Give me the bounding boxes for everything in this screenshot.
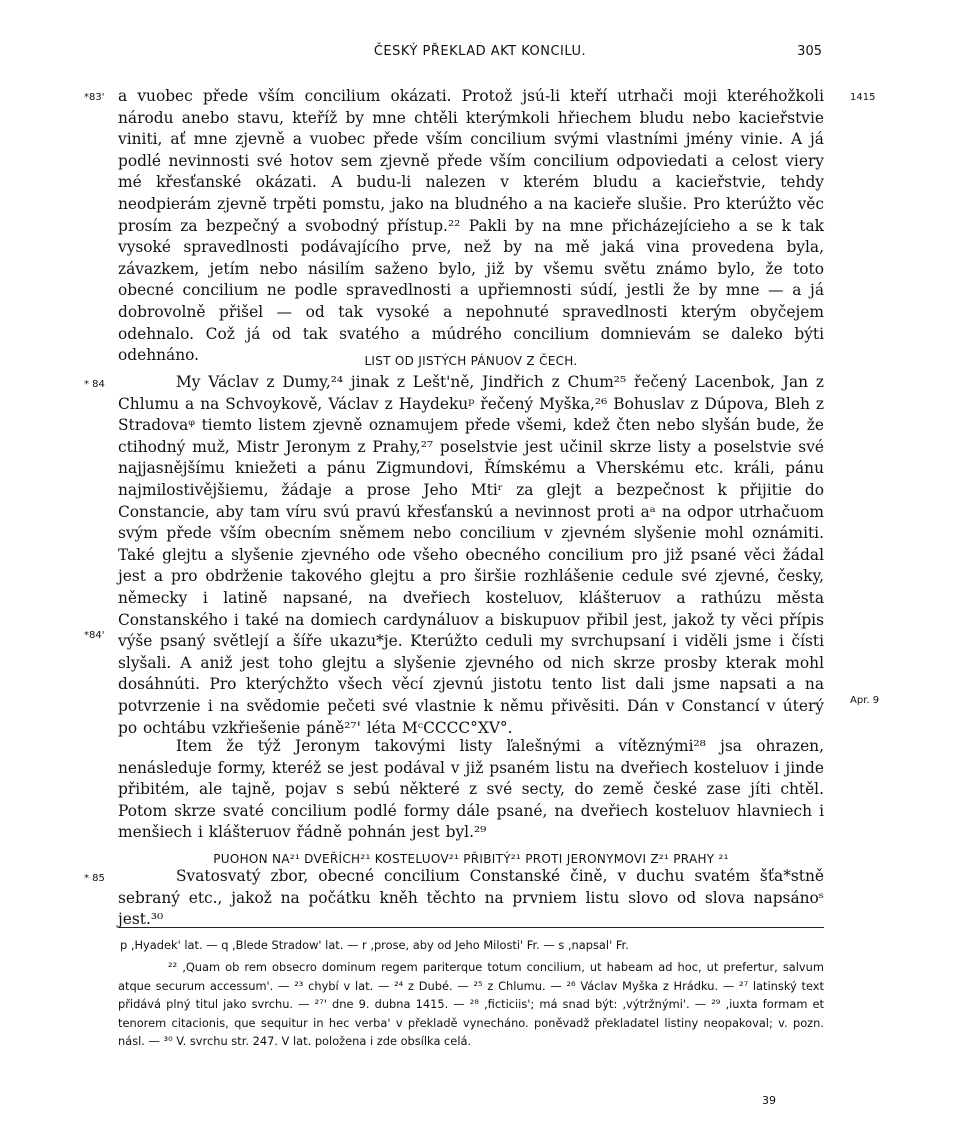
page-number: 305 bbox=[797, 44, 822, 59]
running-head bbox=[0, 44, 960, 64]
folio-marker: *83' bbox=[84, 92, 105, 103]
paragraph-text: a vuobec přede vším concilium okázati. Protož jsú-li kteří utrhači moji kteréhožkoli národu anebo stavu, kteříž by mne chtěli kterýmkoli hřiechem bludu nebo kacieřstvie viniti, ať mne zjevně a vuobec přede vším concilium svými vlastními jmény vinie. A já podlé nevinnosti své hotov sem zjevně přede vším concilium odpoviedati a celost viery mé křesťanské okázati. A budu-li nalezen v kterém bludu a kacieřstvie, tehdy neodpierám zjevně trpěti pomstu, jako na bludného a na kacieře slušie. Pro kterúžto věc prosím za bezpečný a svobodný přístup.²² Pakli by na mne přicházejícieho a se k tak vysoké spravedlnosti podávajícího prve, než by na mě jaká vina provedena byla, závazkem, jetím nebo násilím saženo bylo, již by všemu světu známo bylo, že toto obecné concilium ne podle spravedlnosti a upřiemnosti súdí, jestli že by mne — a já dobrovolně přišel — od tak vysoké a nepohnuté spravedlnosti kterým obyčejem odehnalo. Což já od tak svatého a múdrého concilium domnievám se daleko býti odehnáno. bbox=[118, 87, 824, 365]
paragraph-letter bbox=[118, 372, 824, 739]
footnote-variants: p ‚Hyadek' lat. — q ‚Blede Stradow' lat. — r ‚prose, aby od Jeho Milosti' Fr. — s ‚napsal' Fr. bbox=[120, 938, 629, 952]
paragraph-declaration bbox=[118, 86, 824, 367]
date-marker: Apr. 9 bbox=[850, 695, 880, 706]
paragraph-text: Svatosvatý zbor, obecné concilium Constanské čině, v duchu svatém šťa*stně sebraný etc., jakož na počátku kněh těchto na prvniem listu slovo od slova napsánoˢ jest.³⁰ bbox=[118, 867, 824, 929]
signature-mark: 39 bbox=[762, 1094, 776, 1107]
paragraph-summons bbox=[118, 866, 824, 931]
year-marker: 1415 bbox=[850, 92, 876, 103]
heading-summons: PUOHON NA²¹ DVEŘÍCH²¹ KOSTELUOV²¹ PŘIBITÝ²¹ PROTI JERONYMOVI Z²¹ PRAHY ²¹ bbox=[213, 852, 729, 866]
footnote-divider bbox=[118, 927, 824, 928]
running-title: ČESKÝ PŘEKLAD AKT KONCILU. bbox=[373, 44, 587, 59]
footnotes bbox=[118, 936, 824, 1050]
footnote-notes: ²² ‚Quam ob rem obsecro dominum regem pariterque totum concilium, ut habeam ad hoc, ut prefertur, salvum atque securum accessum'. — ²³ chybí v lat. — ²⁴ z Dubé. — ²⁵ z Chlumu. — ²⁶ Václav Myška z Hrádku. — ²⁷ latinský text přidává plný titul jako svrchu. — ²⁷' dne 9. dubna 1415. — ²⁸ ‚ficticiis'; má snad být: ‚výtržnými'. — ²⁹ ‚iuxta formam et tenorem citacionis, que sequitur in hec verba' v překladě vynecháno. poněvadž překladatel listiny neopakoval; v. pozn. násl. — ³⁰ V. svrchu str. 247. V lat. položena i zde obsílka celá. bbox=[118, 960, 824, 1049]
folio-marker: *84' bbox=[84, 630, 105, 641]
heading-letter: LIST OD JISTÝCH PÁNUOV Z ČECH. bbox=[364, 354, 578, 368]
folio-marker: * 85 bbox=[84, 873, 105, 884]
folio-marker: * 84 bbox=[84, 379, 105, 390]
paragraph-text: Item že týž Jeronym takovými listy ľalešnými a vítěznými²⁸ jsa ohrazen, nenásleduje formy, kteréž se jest podával v již psaném listu na dveřiech kosteluov i jinde přibitém, ale tajně, pojav s sebú některé z své secty, do země české zase jíti chtěl. Potom skrze svaté concilium podlé formy dále psané, na dveřiech kosteluov hlavniech i menšiech i klášteruov řádně pohnán jest byl.²⁹ bbox=[118, 737, 824, 842]
paragraph-item bbox=[118, 736, 824, 844]
paragraph-text: My Václav z Dumy,²⁴ jinak z Lešt'ně, Jindřich z Chum²⁵ řečený Lacenbok, Jan z Chlumu a na Schvoykově, Václav z Haydekuᵖ řečený Myška,²⁶ Bohuslav z Dúpova, Bleh z Stradovaᵠ tiemto listem zjevně oznamujem přede všemi, kdež čten nebo slyšán bude, že ctihodný muž, Mistr Jeronym z Prahy,²⁷ poselstvie jest učinil skrze listy a poselstvie své najjasnějšímu kniežeti a pánu Zigmundovi, Římskému a Vherskému etc. králi, pánu najmilostivějšiemu, žádaje a prose Jeho Mtiʳ za glejt a bezpečnost k přijitie do Constancie, aby tam víru svú pravú křesťanskú a nevinnost proti aᵃ na odpor utrhačuom svým přede vším obecním sněmem nebo concilium v zjevném slyšenie mohl oznámiti. Také glejtu a slyšenie zjevného ode všeho obecného concilium pro již psané věci žádal jest a pro obdrženie takového glejtu a pro širšie rozhlášenie cedule své zjevné, česky, německy i latině napsané, na dveřiech kosteluov, klášteruov a rathúzu města Constanského i také na domiech cardynáluov a biskupuov přibil jest, jakož ty věci přípis výše psaný světlejí a šíře ukazu*je. Kterúžto ceduli my svrchupsaní i viděli jsme i čísti slyšali. A aniž jest toho glejtu a slyšenie zjevného od nich skrze prosby kterak mohl dosáhnúti. Pro kterýchžto všech věcí zjevnú jistotu tento list dali jsme napsati a na potvrzenie i na svědomie pečeti své vlastnie k němu přivěsiti. Dán v Constancí v úterý po ochtábu vzkřiešenie páně²⁷' léta MᶜCCCC°XV°. bbox=[118, 373, 824, 737]
